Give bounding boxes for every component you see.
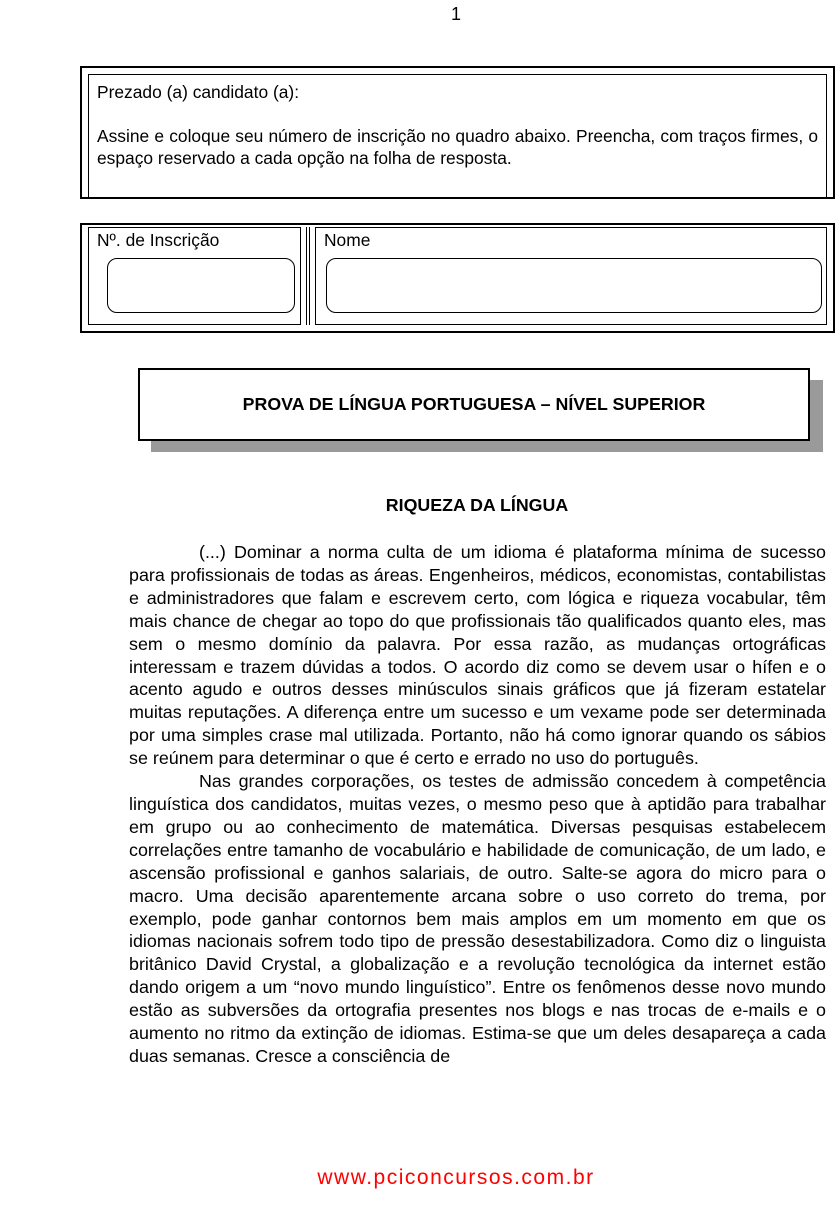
text-body bbox=[129, 541, 826, 1068]
instructions-box bbox=[80, 66, 835, 199]
inscricao-label: Nº. de Inscrição bbox=[97, 230, 220, 250]
nome-field[interactable] bbox=[326, 258, 822, 313]
registration-divider bbox=[306, 227, 310, 325]
instructions-text: Assine e coloque seu número de inscrição no quadro abaixo. Preencha, com traços firmes, o espaço reservado a cada opção na folha de resposta. bbox=[97, 126, 818, 168]
paragraph: (...) Dominar a norma culta de um idioma é plataforma mínima de sucesso para profissionais de todas as áreas. Engenheiros, médicos, economistas, contabilistas e administradores que falam e escrevem certo, com lógica e riqueza vocabular, têm mais chance de chegar ao topo do que profissionais tão qualificados quanto eles, mas sem o mesmo domínio da palavra. Por essa razão, as mudanças ortográficas interessam e trazem dúvidas a todos. O acordo diz como se devem usar o hífen e o acento agudo e outros desses minúsculos sinais gráficos que já fizeram estatelar muitas reputações. A diferença entre um sucesso e um vexame pode ser determinada por uma simples crase mal utilizada. Portanto, não há como ignorar quando os sábios se reúnem para determinar o que é certo e errado no uso do português. bbox=[129, 542, 826, 769]
registration-box bbox=[80, 223, 835, 333]
page-number: 1 bbox=[450, 4, 461, 24]
paragraph: Nas grandes corporações, os testes de admissão concedem à competência linguística dos candidatos, muitas vezes, o mesmo peso que à aptidão para trabalhar em grupo ou ao conhecimento de matemática. Diversas pesquisas estabelecem correlações entre tamanho de vocabulário e habilidade de comunicação, de um lado, e ascensão profissional e ganhos salariais, de outro. Salte-se agora do micro para o macro. Uma decisão aparentemente arcana sobre o uso correto do trema, por exemplo, pode ganhar contornos bem mais amplos em um momento em que os idiomas nacionais sofrem todo tipo de pressão desestabilizadora. Como diz o linguista britânico David Crystal, a globalização e a revolução tecnológica da internet estão dando origem a um “novo mundo linguístico”. Entre os fenômenos desse novo mundo estão as subversões da ortografia presentes nos blogs e nas trocas de e-mails e o aumento no ritmo da extinção de idiomas. Estima-se que um deles desapareça a cada duas semanas. Cresce a consciência de bbox=[129, 771, 826, 1066]
nome-cell bbox=[315, 227, 827, 325]
instructions-greeting: Prezado (a) candidato (a): bbox=[97, 82, 300, 102]
footer-url: www.pciconcursos.com.br bbox=[317, 1166, 595, 1189]
inscricao-field[interactable] bbox=[107, 258, 295, 313]
exam-title: PROVA DE LÍNGUA PORTUGUESA – NÍVEL SUPERIOR bbox=[138, 368, 810, 441]
instructions-inner bbox=[88, 74, 827, 197]
nome-label: Nome bbox=[324, 230, 371, 250]
text-title: RIQUEZA DA LÍNGUA bbox=[385, 495, 569, 515]
inscricao-cell bbox=[88, 227, 301, 325]
